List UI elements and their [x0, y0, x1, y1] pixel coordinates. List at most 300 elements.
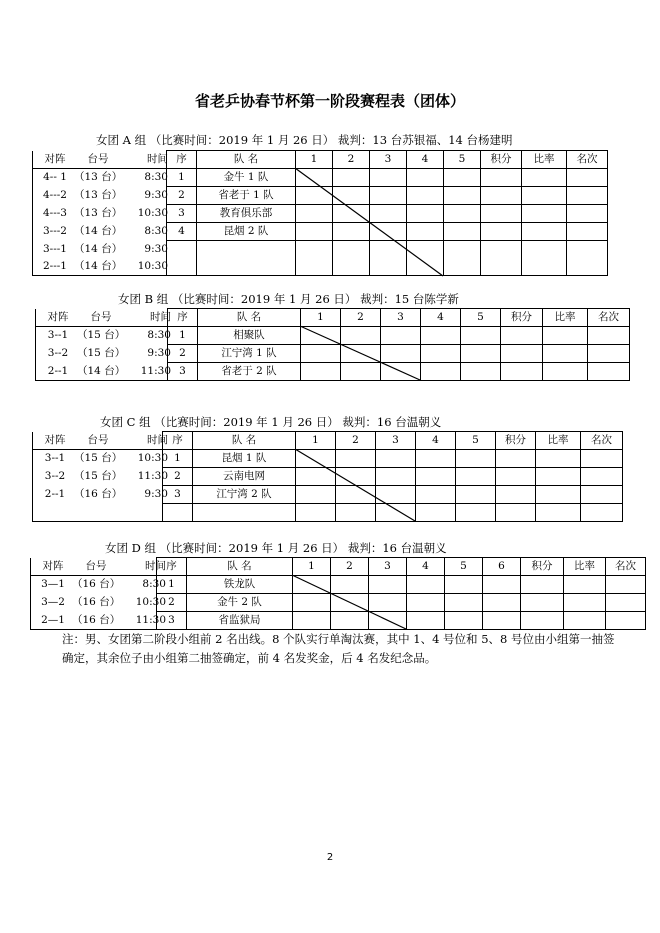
team-name: 江宁湾 1 队 [198, 345, 301, 363]
seq-header: 序 [167, 151, 197, 169]
result-cell [501, 345, 543, 363]
result-cell [369, 576, 407, 594]
match-pair: 4---3 [42, 207, 67, 219]
result-cell [456, 504, 496, 522]
result-cell [421, 327, 461, 345]
result-cell [333, 187, 370, 205]
round-header: 5 [444, 151, 481, 169]
score-header: 积分 [496, 432, 536, 450]
result-cell [333, 223, 370, 241]
result-cell [369, 594, 407, 612]
round-header: 3 [381, 309, 421, 327]
ratio-header: 比率 [543, 309, 588, 327]
result-cell [483, 594, 521, 612]
result-cell [536, 468, 581, 486]
team-name: 金牛 2 队 [187, 594, 293, 612]
note-text: 注：男、女团第二阶段小组前 2 名出线。8 个队实行单淘汰赛，其中 1、4 号位和 5、8 号位由小组第一抽签确定，其余位子由小组第二抽签确定，前 4 名发奖金，后 4 名发纪念品。 [62, 632, 615, 665]
match-pair: 2--1 [44, 488, 66, 500]
header-row [31, 558, 646, 576]
match-cell [33, 187, 167, 205]
table-row [31, 576, 646, 594]
header-row [36, 309, 630, 327]
result-cell [296, 450, 336, 468]
result-cell [381, 327, 421, 345]
result-cell [444, 187, 481, 205]
match-table: （16 台） [72, 596, 121, 608]
result-cell [416, 486, 456, 504]
schedule-table [35, 308, 630, 381]
result-cell [445, 612, 483, 630]
result-cell [461, 363, 501, 381]
time-header: 时间 [150, 310, 171, 323]
table-row [31, 594, 646, 612]
match-time: 10:30 [137, 207, 168, 219]
result-cell [407, 205, 444, 223]
result-cell [336, 504, 376, 522]
match-time: 9:30 [144, 189, 168, 201]
result-cell [444, 223, 481, 241]
round-header: 5 [461, 309, 501, 327]
table-row [33, 241, 608, 258]
result-cell [336, 450, 376, 468]
result-cell [407, 241, 444, 276]
score-header: 积分 [481, 151, 522, 169]
result-cell [496, 450, 536, 468]
result-cell [370, 205, 407, 223]
result-cell [333, 241, 370, 276]
result-cell [481, 205, 522, 223]
time-header: 时间 [145, 559, 166, 572]
result-cell [461, 345, 501, 363]
result-cell [456, 468, 496, 486]
round-header: 2 [331, 558, 369, 576]
group-heading: 女团 A 组 （比赛时间：2019 年 1 月 26 日） 裁判：13 台苏银福、14 台杨建明 [96, 133, 513, 147]
result-cell [536, 486, 581, 504]
result-cell [522, 205, 567, 223]
rank-header: 名次 [567, 151, 608, 169]
result-cell [567, 241, 608, 276]
match-time: 10:30 [135, 596, 166, 608]
match-cell [36, 345, 171, 363]
page-title: 省老乒协春节杯第一阶段赛程表（团体） [194, 92, 465, 110]
result-cell [564, 612, 606, 630]
match-cell [31, 576, 166, 594]
match-table: （16 台） [74, 488, 123, 500]
result-cell [421, 363, 461, 381]
match-table: （15 台） [77, 329, 126, 342]
result-cell [481, 223, 522, 241]
match-table: （14 台） [74, 225, 123, 237]
rank-header: 名次 [588, 309, 630, 327]
result-cell [407, 187, 444, 205]
score-header: 积分 [521, 558, 564, 576]
table-row [33, 468, 623, 486]
table-header: 台号 [87, 433, 109, 446]
team-seq: 1 [168, 327, 198, 345]
match-time: 8:30 [144, 171, 168, 184]
result-cell [606, 612, 646, 630]
result-cell [536, 450, 581, 468]
result-cell [444, 205, 481, 223]
team-header: 队 名 [193, 432, 296, 450]
result-cell [376, 450, 416, 468]
match-table: （13 台） [74, 189, 123, 201]
team-name: 江宁湾 2 队 [193, 486, 296, 504]
result-cell [407, 612, 445, 630]
match-cell [33, 258, 167, 276]
pair-header: 对阵 [47, 310, 69, 323]
round-header: 4 [421, 309, 461, 327]
table-row [33, 486, 623, 504]
round-header: 3 [376, 432, 416, 450]
result-cell [296, 205, 333, 223]
team-name: 省老于 2 队 [198, 363, 301, 381]
result-cell [336, 486, 376, 504]
team-header: 队 名 [198, 309, 301, 327]
team-header: 队 名 [187, 558, 293, 576]
table-row [33, 223, 608, 241]
table-header: 台号 [87, 152, 109, 165]
result-cell [444, 169, 481, 187]
result-cell [461, 327, 501, 345]
result-cell [456, 486, 496, 504]
round-header: 5 [445, 558, 483, 576]
result-cell [581, 468, 623, 486]
result-cell [296, 223, 333, 241]
result-cell [588, 345, 630, 363]
result-cell [481, 169, 522, 187]
result-cell [444, 241, 481, 276]
schedule-table [30, 557, 646, 630]
result-cell [416, 504, 456, 522]
result-cell [407, 594, 445, 612]
match-pair: 3--1 [44, 452, 66, 465]
ratio-header: 比率 [522, 151, 567, 169]
result-cell [496, 504, 536, 522]
table-header: 台号 [85, 559, 107, 572]
result-cell [296, 504, 336, 522]
result-cell [301, 363, 341, 381]
team-name: 相聚队 [198, 327, 301, 345]
match-table: （13 台） [74, 171, 123, 184]
team-name: 金牛 1 队 [197, 169, 296, 187]
ratio-header: 比率 [536, 432, 581, 450]
result-cell [376, 468, 416, 486]
match-time: 8:30 [144, 225, 168, 237]
result-cell [588, 327, 630, 345]
team-name: 昆烟 1 队 [193, 450, 296, 468]
result-cell [381, 345, 421, 363]
result-cell [331, 576, 369, 594]
match-table: （16 台） [72, 578, 121, 591]
result-cell [564, 576, 606, 594]
round-header: 4 [416, 432, 456, 450]
match-header [36, 309, 171, 327]
result-cell [296, 468, 336, 486]
result-cell [522, 187, 567, 205]
match-header [31, 558, 166, 576]
result-cell [369, 612, 407, 630]
match-table: （15 台） [74, 470, 123, 482]
result-cell [522, 169, 567, 187]
round-header: 4 [407, 558, 445, 576]
match-time: 8:30 [142, 578, 166, 591]
result-cell [483, 612, 521, 630]
result-cell [521, 594, 564, 612]
ratio-header: 比率 [564, 558, 606, 576]
result-cell [581, 504, 623, 522]
match-pair: 3—2 [41, 596, 65, 608]
round-header: 6 [483, 558, 521, 576]
result-cell [293, 612, 331, 630]
match-time: 9:30 [147, 347, 171, 359]
round-header: 4 [407, 151, 444, 169]
match-table: （14 台） [74, 242, 123, 255]
result-cell [293, 576, 331, 594]
match-pair: 3---2 [42, 225, 67, 237]
result-cell [407, 223, 444, 241]
seq-header: 序 [168, 309, 198, 327]
table-row [33, 450, 623, 468]
result-cell [421, 345, 461, 363]
match-table: （14 台） [77, 364, 126, 377]
result-cell [331, 612, 369, 630]
match-time: 9:30 [144, 242, 168, 255]
table-row [36, 345, 630, 363]
result-cell [543, 345, 588, 363]
result-cell [496, 486, 536, 504]
result-cell [333, 169, 370, 187]
round-header: 1 [296, 151, 333, 169]
result-cell [522, 223, 567, 241]
result-cell [606, 576, 646, 594]
match-pair: 3--2 [47, 347, 69, 359]
team-seq: 4 [167, 223, 197, 241]
result-cell [296, 169, 333, 187]
match-pair: 3--1 [47, 329, 69, 342]
team-name: 省监狱局 [187, 612, 293, 630]
match-pair: 2---1 [42, 259, 67, 272]
team-seq: 3 [157, 612, 187, 630]
result-cell [521, 576, 564, 594]
score-header: 积分 [501, 309, 543, 327]
match-time: 8:30 [147, 329, 171, 342]
result-cell [376, 504, 416, 522]
seq-header: 序 [163, 432, 193, 450]
match-time: 9:30 [144, 488, 168, 500]
match-cell [33, 504, 163, 522]
result-cell [407, 169, 444, 187]
team-name: 昆烟 2 队 [197, 223, 296, 241]
result-cell [333, 205, 370, 223]
team-name [197, 241, 296, 276]
team-name [193, 504, 296, 522]
team-seq: 3 [168, 363, 198, 381]
team-seq: 3 [167, 205, 197, 223]
team-header: 队 名 [197, 151, 296, 169]
table-row [36, 363, 630, 381]
result-cell [564, 594, 606, 612]
result-cell [536, 504, 581, 522]
team-seq: 2 [163, 468, 193, 486]
group-heading: 女团 C 组 （比赛时间：2019 年 1 月 26 日） 裁判：16 台温朝义 [100, 415, 442, 429]
rank-header: 名次 [581, 432, 623, 450]
seq-header: 序 [157, 558, 187, 576]
match-pair: 4---2 [42, 189, 67, 201]
match-table: （13 台） [74, 207, 123, 219]
match-cell [36, 363, 171, 381]
team-name: 云南电网 [193, 468, 296, 486]
time-header: 时间 [147, 433, 168, 446]
table-row [33, 504, 623, 522]
match-table: （16 台） [72, 613, 121, 626]
result-cell [370, 187, 407, 205]
rank-header: 名次 [606, 558, 646, 576]
team-name: 铁龙队 [187, 576, 293, 594]
result-cell [381, 363, 421, 381]
match-pair: 2—1 [41, 613, 65, 626]
result-cell [341, 327, 381, 345]
table-row [33, 187, 608, 205]
result-cell [522, 241, 567, 276]
result-cell [501, 363, 543, 381]
result-cell [376, 486, 416, 504]
round-header: 1 [296, 432, 336, 450]
result-cell [370, 223, 407, 241]
table-row [33, 205, 608, 223]
match-time: 11:30 [137, 470, 168, 482]
match-cell [33, 241, 167, 258]
round-header: 2 [341, 309, 381, 327]
match-cell [31, 612, 166, 630]
result-cell [416, 450, 456, 468]
match-cell [33, 468, 168, 486]
result-cell [481, 241, 522, 276]
match-cell [33, 205, 167, 223]
result-cell [301, 327, 341, 345]
match-cell [33, 169, 167, 187]
page-number: 2 [326, 852, 334, 863]
result-cell [296, 241, 333, 276]
round-header: 3 [369, 558, 407, 576]
result-cell [336, 468, 376, 486]
team-seq: 1 [167, 169, 197, 187]
match-cell [36, 327, 171, 345]
result-cell [296, 187, 333, 205]
team-seq: 3 [163, 486, 193, 504]
result-cell [501, 327, 543, 345]
match-pair: 3—1 [41, 578, 65, 591]
result-cell [481, 187, 522, 205]
result-cell [341, 363, 381, 381]
match-pair: 3--2 [44, 470, 66, 482]
result-cell [521, 612, 564, 630]
result-cell [445, 594, 483, 612]
team-seq: 1 [163, 450, 193, 468]
match-time: 11:30 [140, 364, 171, 377]
result-cell [496, 468, 536, 486]
result-cell [370, 241, 407, 276]
result-cell [581, 450, 623, 468]
schedule-table [32, 431, 623, 522]
schedule-table [32, 150, 608, 276]
result-cell [301, 345, 341, 363]
match-time: 10:30 [137, 259, 168, 272]
result-cell [567, 169, 608, 187]
round-header: 3 [370, 151, 407, 169]
pair-header: 对阵 [44, 433, 66, 446]
match-cell [31, 594, 166, 612]
result-cell [543, 327, 588, 345]
table-header: 台号 [90, 310, 112, 323]
header-row [33, 151, 608, 169]
match-pair: 3---1 [42, 242, 67, 255]
team-name: 省老于 1 队 [197, 187, 296, 205]
match-pair: 2--1 [47, 364, 69, 377]
result-cell [567, 223, 608, 241]
match-cell [33, 223, 167, 241]
result-cell [567, 187, 608, 205]
match-table: （15 台） [77, 347, 126, 359]
table-row [31, 612, 646, 630]
group-heading: 女团 D 组 （比赛时间：2019 年 1 月 26 日） 裁判：16 台温朝义 [105, 541, 447, 555]
group-heading: 女团 B 组 （比赛时间：2019 年 1 月 26 日） 裁判：15 台陈学新 [118, 292, 459, 306]
match-time: 10:30 [137, 452, 168, 465]
round-header: 1 [301, 309, 341, 327]
header-row [33, 432, 623, 450]
result-cell [296, 486, 336, 504]
result-cell [588, 363, 630, 381]
match-header [33, 151, 167, 169]
result-cell [341, 345, 381, 363]
pair-header: 对阵 [44, 152, 66, 165]
time-header: 时间 [147, 152, 168, 165]
match-time: 11:30 [135, 613, 166, 626]
result-cell [483, 576, 521, 594]
team-seq: 2 [157, 594, 187, 612]
round-header: 1 [293, 558, 331, 576]
result-cell [567, 205, 608, 223]
team-seq: 1 [157, 576, 187, 594]
match-pair: 4-- 1 [43, 171, 67, 184]
match-cell [33, 486, 168, 504]
round-header: 2 [333, 151, 370, 169]
result-cell [606, 594, 646, 612]
result-cell [331, 594, 369, 612]
match-cell [33, 450, 168, 468]
table-row [33, 169, 608, 187]
result-cell [416, 468, 456, 486]
team-seq: 2 [168, 345, 198, 363]
team-seq: 2 [167, 187, 197, 205]
result-cell [407, 576, 445, 594]
result-cell [456, 450, 496, 468]
table-row [36, 327, 630, 345]
team-seq [167, 241, 197, 276]
pair-header: 对阵 [42, 559, 64, 572]
match-table: （14 台） [74, 259, 123, 272]
team-name: 教育俱乐部 [197, 205, 296, 223]
result-cell [293, 594, 331, 612]
round-header: 2 [336, 432, 376, 450]
result-cell [543, 363, 588, 381]
result-cell [370, 169, 407, 187]
round-header: 5 [456, 432, 496, 450]
result-cell [445, 576, 483, 594]
match-table: （15 台） [74, 452, 123, 465]
result-cell [581, 486, 623, 504]
team-seq [163, 504, 193, 522]
